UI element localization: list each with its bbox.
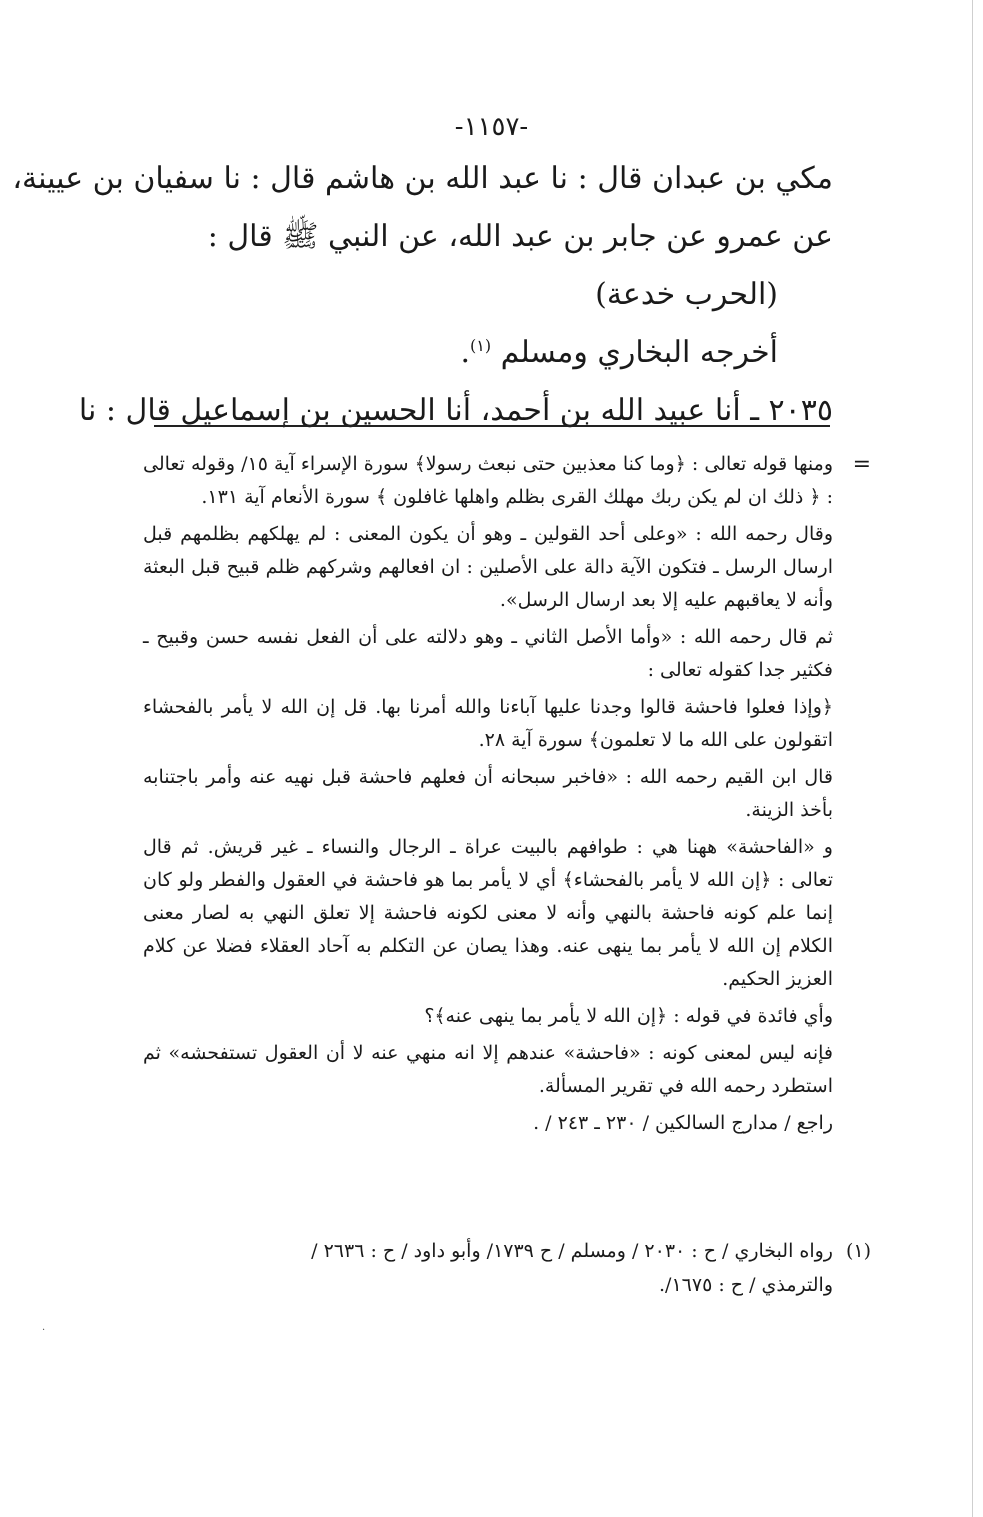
note-paragraph: ومنها قوله تعالى : ﴿وما كنا معذبين حتى نبعث رسولا﴾ سورة الإسراء آية ١٥/ وقوله تعالى : ﴿ ذلك ان لم يكن ربك مهلك القرى بظلم واهلها غافلون ﴾ سورة الأنعام آية ١٣١. bbox=[143, 453, 833, 508]
main-line-1: مكي بن عبدان قال : نا عبد الله بن هاشم قال : نا سفيان بن عيينة، bbox=[12, 161, 833, 196]
note-paragraph: قال ابن القيم رحمه الله : «فاخبر سبحانه أن فعلهم فاحشة قبل نهيه عنه وأمر باجتنابه بأخذ الزينة. bbox=[143, 766, 833, 821]
page-number: -١١٥٧- bbox=[454, 112, 529, 142]
footnote-separator bbox=[154, 425, 830, 427]
footnote-line-1 bbox=[143, 1234, 871, 1268]
note-paragraph: فإنه ليس لمعنى كونه : «فاحشة» عندهم إلا انه منهي عنه لا أن العقول تستفحشه» ثم استطرد رحمه الله في تقرير المسألة. bbox=[143, 1042, 833, 1097]
notes-block bbox=[143, 448, 833, 1144]
hadith-text: (الحرب خدعة) bbox=[595, 277, 778, 312]
takhrij-end: . bbox=[460, 335, 470, 370]
takhrij-text: أخرجه البخاري ومسلم bbox=[500, 335, 778, 370]
note-paragraph: راجع / مدارج السالكين / ٢٣٠ ـ ٢٤٣ / . bbox=[533, 1112, 833, 1134]
page-edge-line bbox=[972, 0, 973, 1517]
footnote-ref: (١) bbox=[470, 336, 492, 355]
note-paragraph: ﴿وإذا فعلوا فاحشة قالوا وجدنا عليها آباءنا والله أمرنا بها. قل إن الله لا يأمر بالفحشاء اتقولون على الله ما لا تعلمون﴾ سورة آية ٢٨. bbox=[143, 696, 833, 751]
note-paragraph: ثم قال رحمه الله : «وأما الأصل الثاني ـ وهو دلالته على أن الفعل نفسه حسن وقبيح ـ فكثير جدا كقوله تعالى : bbox=[143, 626, 833, 681]
main-text bbox=[12, 150, 833, 440]
footnote-line-2: والترمذي / ح : ١٦٧٥/. bbox=[659, 1274, 833, 1296]
main-line-2: عن عمرو عن جابر بن عبد الله، عن النبي ﷺ قال : bbox=[207, 219, 833, 254]
note-paragraph: وقال رحمه الله : «وعلى أحد القولين ـ وهو أن يكون المعنى : لم يهلكهم بظلمهم قبل ارسال الرسل ـ فتكون الآية دالة على الأصلين : ان افعالهم وشركهم ظلم قبيح قبل البعثة وأنه لا يعاقبهم عليه إلا بعد ارسال الرسل». bbox=[143, 523, 833, 611]
footnote bbox=[143, 1234, 871, 1302]
footnote-text-1: رواه البخاري / ح : ٢٠٣٠ / ومسلم / ح ١٧٣٩/ وأبو داود / ح : ٢٦٣٦ / bbox=[311, 1240, 833, 1262]
note-paragraph: و «الفاحشة» ههنا هي : طوافهم بالبيت عراة ـ الرجال والنساء ـ غير قريش. ثم قال تعالى : ﴿إن الله لا يأمر بالفحشاء﴾ أي لا يأمر بما هو فاحشة في العقول والفطر ولو كان إنما علم كونه فاحشة بالنهي وأنه لا معنى لكونه فاحشة إلا تعلق النهي به لصار معنى الكلام إن الله لا يأمر بما ينهى عنه. وهذا يصان عن التكلم به آحاد العقلاء فضلا عن كلام العزيز الحكيم. bbox=[143, 836, 833, 990]
scan-speck: · bbox=[42, 1325, 46, 1336]
footnote-number: (١) bbox=[845, 1240, 871, 1262]
takhrij-line bbox=[143, 324, 833, 382]
note-paragraph: وأي فائدة في قوله : ﴿إن الله لا يأمر بما ينهى عنه﴾؟ bbox=[424, 1005, 833, 1027]
next-hadith-line: ٢٠٣٥ ـ أنا عبيد الله بن أحمد، أنا الحسين بن إسماعيل قال : نا bbox=[78, 393, 833, 428]
continuation-marker: = bbox=[852, 452, 871, 477]
